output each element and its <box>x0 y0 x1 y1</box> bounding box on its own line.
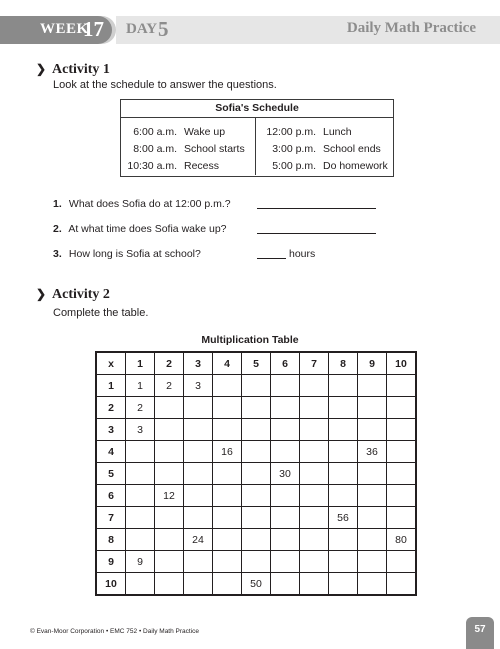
table-row <box>96 573 416 596</box>
blank-answer-cell[interactable] <box>242 441 271 463</box>
row-header-cell: 9 <box>96 551 126 573</box>
blank-answer-cell[interactable] <box>358 397 387 419</box>
question-number: 1. <box>53 198 62 210</box>
row-header-cell: 6 <box>96 485 126 507</box>
given-value-cell: 56 <box>329 507 358 529</box>
blank-answer-cell[interactable] <box>387 375 417 397</box>
blank-answer-cell[interactable] <box>184 419 213 441</box>
given-value-cell: 1 <box>126 375 155 397</box>
schedule-time: 10:30 a.m. <box>127 160 177 172</box>
blank-answer-cell[interactable] <box>358 375 387 397</box>
blank-answer-cell[interactable] <box>387 551 417 573</box>
blank-answer-cell[interactable] <box>271 573 300 596</box>
blank-answer-cell[interactable] <box>329 551 358 573</box>
blank-answer-cell[interactable] <box>387 463 417 485</box>
blank-answer-cell[interactable] <box>358 529 387 551</box>
blank-answer-cell[interactable] <box>242 485 271 507</box>
blank-answer-cell[interactable] <box>184 485 213 507</box>
blank-answer-cell[interactable] <box>300 397 329 419</box>
row-header-cell: 3 <box>96 419 126 441</box>
blank-answer-cell[interactable] <box>271 419 300 441</box>
column-header-cell: 7 <box>300 352 329 375</box>
blank-answer-cell[interactable] <box>184 551 213 573</box>
blank-answer-cell[interactable] <box>358 419 387 441</box>
blank-answer-cell[interactable] <box>300 529 329 551</box>
blank-answer-cell[interactable] <box>300 551 329 573</box>
schedule-activity: Do homework <box>323 160 388 172</box>
blank-answer-cell[interactable] <box>126 485 155 507</box>
row-header-cell: 1 <box>96 375 126 397</box>
blank-answer-cell[interactable] <box>271 397 300 419</box>
blank-answer-cell[interactable] <box>300 573 329 596</box>
blank-answer-cell[interactable] <box>329 573 358 596</box>
table-row <box>96 551 416 573</box>
given-value-cell: 24 <box>184 529 213 551</box>
chevron-right-icon: ❯ <box>36 287 47 301</box>
blank-answer-cell[interactable] <box>242 397 271 419</box>
row-header-cell: 5 <box>96 463 126 485</box>
blank-answer-cell[interactable] <box>329 441 358 463</box>
row-header-cell: 7 <box>96 507 126 529</box>
activity2-instructions: Complete the table. <box>53 307 149 319</box>
blank-answer-cell[interactable] <box>213 419 242 441</box>
blank-answer-cell[interactable] <box>155 463 184 485</box>
blank-answer-cell[interactable] <box>300 441 329 463</box>
blank-answer-cell[interactable] <box>155 551 184 573</box>
blank-answer-cell[interactable] <box>184 507 213 529</box>
answer-line-2[interactable] <box>257 233 376 234</box>
schedule-right-column <box>260 124 388 175</box>
schedule-entry <box>260 158 388 175</box>
blank-answer-cell[interactable] <box>300 463 329 485</box>
day-label: DAY <box>126 21 158 37</box>
blank-answer-cell[interactable] <box>329 419 358 441</box>
blank-answer-cell[interactable] <box>242 529 271 551</box>
column-header-cell: 9 <box>358 352 387 375</box>
schedule-entry <box>125 141 245 158</box>
blank-answer-cell[interactable] <box>271 441 300 463</box>
activity1-title: Activity 1 <box>52 62 110 77</box>
activity1-heading <box>36 62 110 78</box>
given-value-cell: 50 <box>242 573 271 596</box>
schedule-title: Sofia's Schedule <box>121 100 393 118</box>
table-row <box>96 375 416 397</box>
blank-answer-cell[interactable] <box>126 507 155 529</box>
blank-answer-cell[interactable] <box>213 507 242 529</box>
blank-answer-cell[interactable] <box>213 463 242 485</box>
blank-answer-cell[interactable] <box>358 573 387 596</box>
table-row <box>96 529 416 551</box>
activity1-instructions: Look at the schedule to answer the questions. <box>53 79 277 91</box>
column-header-cell: 3 <box>184 352 213 375</box>
given-value-cell: 3 <box>126 419 155 441</box>
given-value-cell: 16 <box>213 441 242 463</box>
table-row <box>96 507 416 529</box>
blank-answer-cell[interactable] <box>155 419 184 441</box>
blank-answer-cell[interactable] <box>155 397 184 419</box>
row-header-cell: 10 <box>96 573 126 596</box>
blank-answer-cell[interactable] <box>329 485 358 507</box>
chevron-right-icon: ❯ <box>36 62 47 76</box>
multiplication-table-title: Multiplication Table <box>201 334 299 346</box>
row-header-cell: 8 <box>96 529 126 551</box>
blank-answer-cell[interactable] <box>242 551 271 573</box>
blank-answer-cell[interactable] <box>329 529 358 551</box>
blank-answer-cell[interactable] <box>271 551 300 573</box>
week-number: 17 <box>83 17 104 41</box>
blank-answer-cell[interactable] <box>329 463 358 485</box>
blank-answer-cell[interactable] <box>184 441 213 463</box>
blank-answer-cell[interactable] <box>329 397 358 419</box>
blank-answer-cell[interactable] <box>358 485 387 507</box>
table-row <box>96 397 416 419</box>
column-header-cell: 1 <box>126 352 155 375</box>
schedule-time: 8:00 a.m. <box>133 143 177 155</box>
blank-answer-cell[interactable] <box>271 485 300 507</box>
blank-answer-cell[interactable] <box>387 485 417 507</box>
row-header-cell: 4 <box>96 441 126 463</box>
answer-line-1[interactable] <box>257 208 376 209</box>
blank-answer-cell[interactable] <box>213 485 242 507</box>
times-symbol-cell: x <box>96 352 126 375</box>
blank-answer-cell[interactable] <box>358 507 387 529</box>
blank-answer-cell[interactable] <box>300 485 329 507</box>
question-number: 3. <box>53 248 62 260</box>
blank-answer-cell[interactable] <box>213 551 242 573</box>
blank-answer-cell[interactable] <box>387 573 417 596</box>
blank-answer-cell[interactable] <box>126 463 155 485</box>
blank-answer-cell[interactable] <box>300 419 329 441</box>
blank-answer-cell[interactable] <box>387 441 417 463</box>
activity2-title: Activity 2 <box>52 287 110 302</box>
given-value-cell: 12 <box>155 485 184 507</box>
hours-label: hours <box>289 248 316 260</box>
schedule-entry <box>125 124 245 141</box>
given-value-cell: 2 <box>155 375 184 397</box>
blank-answer-cell[interactable] <box>271 375 300 397</box>
table-header-row <box>96 352 416 375</box>
given-value-cell: 80 <box>387 529 417 551</box>
question-1 <box>53 198 231 210</box>
schedule-activity: Lunch <box>323 126 352 138</box>
column-header-cell: 10 <box>387 352 417 375</box>
schedule-activity: School starts <box>184 143 245 155</box>
table-row <box>96 485 416 507</box>
question-3 <box>53 248 201 260</box>
schedule-entry <box>260 141 388 158</box>
question-text: At what time does Sofia wake up? <box>68 223 227 235</box>
blank-answer-cell[interactable] <box>184 397 213 419</box>
table-row <box>96 419 416 441</box>
schedule-activity: Recess <box>184 160 220 172</box>
blank-answer-cell[interactable] <box>213 573 242 596</box>
blank-answer-cell[interactable] <box>242 463 271 485</box>
blank-answer-cell[interactable] <box>213 529 242 551</box>
schedule-entry <box>260 124 388 141</box>
blank-answer-cell[interactable] <box>242 375 271 397</box>
schedule-box <box>120 99 394 177</box>
column-header-cell: 8 <box>329 352 358 375</box>
given-value-cell: 2 <box>126 397 155 419</box>
blank-answer-cell[interactable] <box>242 507 271 529</box>
column-header-cell: 6 <box>271 352 300 375</box>
table-row <box>96 441 416 463</box>
schedule-divider <box>255 118 256 175</box>
footer-credit: © Evan-Moor Corporation • EMC 752 • Daily Math Practice <box>30 628 200 635</box>
schedule-time: 12:00 p.m. <box>266 126 316 138</box>
question-2 <box>53 223 227 235</box>
column-header-cell: 2 <box>155 352 184 375</box>
page-number: 57 <box>474 624 486 635</box>
question-text: How long is Sofia at school? <box>68 248 201 260</box>
column-header-cell: 5 <box>242 352 271 375</box>
schedule-time: 3:00 p.m. <box>272 143 316 155</box>
blank-answer-cell[interactable] <box>300 375 329 397</box>
blank-answer-cell[interactable] <box>155 441 184 463</box>
blank-answer-cell[interactable] <box>387 419 417 441</box>
blank-answer-cell[interactable] <box>387 507 417 529</box>
blank-answer-cell[interactable] <box>358 551 387 573</box>
schedule-time: 5:00 p.m. <box>272 160 316 172</box>
blank-answer-cell[interactable] <box>213 375 242 397</box>
blank-answer-cell[interactable] <box>155 573 184 596</box>
blank-answer-cell[interactable] <box>271 507 300 529</box>
given-value-cell: 3 <box>184 375 213 397</box>
schedule-time: 6:00 a.m. <box>133 126 177 138</box>
schedule-left-column <box>125 124 245 175</box>
blank-answer-cell[interactable] <box>184 573 213 596</box>
answer-line-3[interactable] <box>257 258 286 259</box>
blank-answer-cell[interactable] <box>155 507 184 529</box>
blank-answer-cell[interactable] <box>387 397 417 419</box>
given-value-cell: 30 <box>271 463 300 485</box>
multiplication-table <box>95 351 417 596</box>
blank-answer-cell[interactable] <box>271 529 300 551</box>
given-value-cell: 9 <box>126 551 155 573</box>
week-label: WEEK <box>40 21 89 37</box>
day-number: 5 <box>158 17 169 41</box>
question-text: What does Sofia do at 12:00 p.m.? <box>68 198 231 210</box>
page-header <box>0 16 500 44</box>
blank-answer-cell[interactable] <box>329 375 358 397</box>
schedule-activity: Wake up <box>184 126 226 138</box>
question-number: 2. <box>53 223 62 235</box>
blank-answer-cell[interactable] <box>242 419 271 441</box>
blank-answer-cell[interactable] <box>184 463 213 485</box>
blank-answer-cell[interactable] <box>300 507 329 529</box>
row-header-cell: 2 <box>96 397 126 419</box>
activity2-heading <box>36 287 110 303</box>
schedule-activity: School ends <box>323 143 381 155</box>
blank-answer-cell[interactable] <box>213 397 242 419</box>
blank-answer-cell[interactable] <box>126 529 155 551</box>
book-title: Daily Math Practice <box>346 20 476 36</box>
blank-answer-cell[interactable] <box>126 573 155 596</box>
blank-answer-cell[interactable] <box>358 463 387 485</box>
blank-answer-cell[interactable] <box>126 441 155 463</box>
column-header-cell: 4 <box>213 352 242 375</box>
blank-answer-cell[interactable] <box>155 529 184 551</box>
given-value-cell: 36 <box>358 441 387 463</box>
table-row <box>96 463 416 485</box>
schedule-entry <box>125 158 245 175</box>
